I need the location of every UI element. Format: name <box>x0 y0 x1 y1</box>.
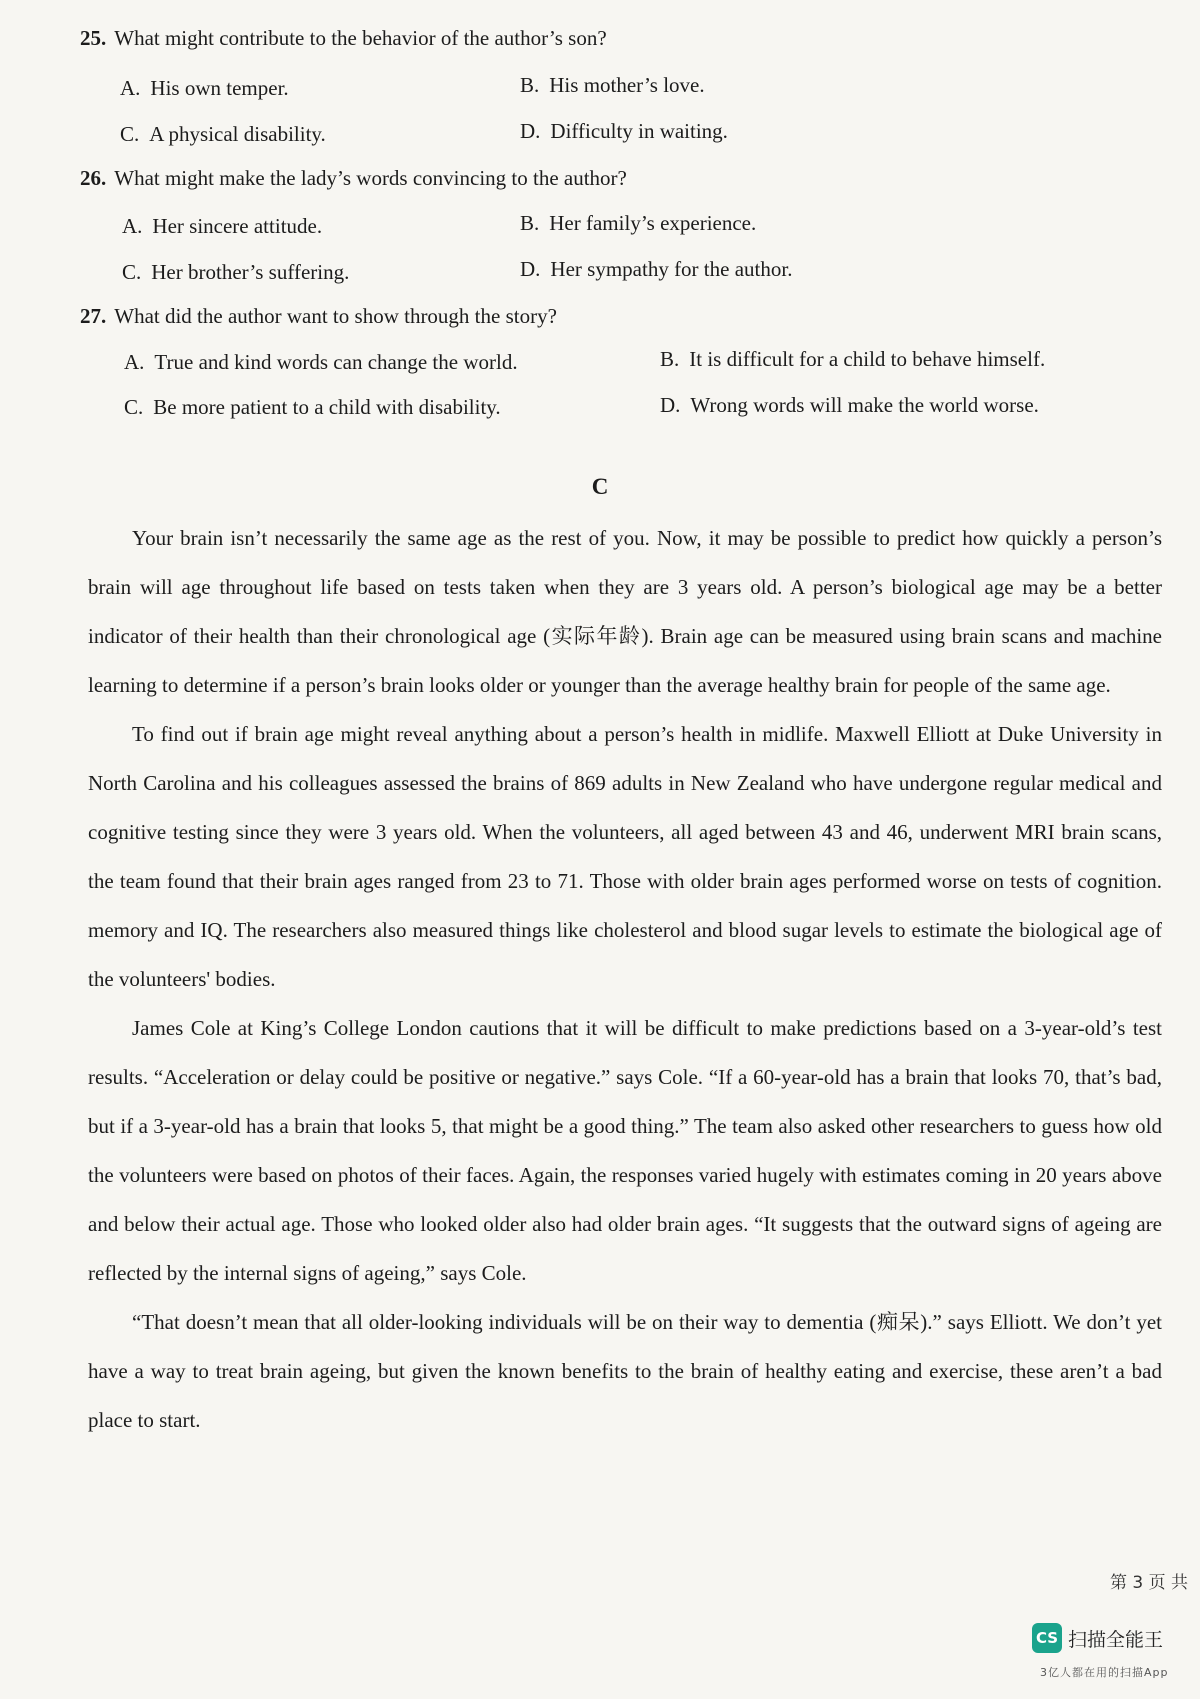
question-27 <box>80 302 557 330</box>
option-letter: B. <box>660 347 680 371</box>
question-stem: What might make the lady’s words convincing to the author? <box>114 166 627 190</box>
option-26-b <box>520 209 756 237</box>
option-27-c <box>124 393 501 421</box>
option-25-b <box>520 71 705 99</box>
option-26-c <box>122 258 349 286</box>
question-number: 25. <box>80 26 107 50</box>
option-letter: A. <box>124 350 145 374</box>
option-27-d <box>660 391 1039 419</box>
option-letter: C. <box>122 260 142 284</box>
option-text: A physical disability. <box>149 122 326 146</box>
camscanner-logo-icon: CS <box>1032 1623 1062 1653</box>
question-stem: What did the author want to show through the story? <box>114 304 557 328</box>
option-26-a <box>122 212 322 240</box>
option-text: True and kind words can change the world. <box>154 350 518 374</box>
scanner-watermark <box>1032 1623 1163 1653</box>
section-title: C <box>591 474 609 499</box>
option-text: It is difficult for a child to behave himself. <box>689 347 1046 371</box>
option-letter: B. <box>520 73 540 97</box>
question-stem: What might contribute to the behavior of the author’s son? <box>114 26 607 50</box>
paragraph-2: To find out if brain age might reveal anything about a person’s health in midlife. Maxwell Elliott at Duke University in North Carolina and his colleagues assessed the brains of 869 adults in New Zealand who have undergone regular medical and cognitive testing since they were 3 years old. When the volunteers, all aged between 43 and 46, underwent MRI brain scans, the team found that their brain ages ranged from 23 to 71. Those with older brain ages performed worse on tests of cognition. memory and IQ. The researchers also measured things like cholesterol and blood sugar levels to estimate the biological age of the volunteers' bodies. <box>88 722 1162 991</box>
option-text: Her family’s experience. <box>549 211 757 235</box>
question-26 <box>80 164 627 192</box>
watermark-app-name: 扫描全能王 <box>1068 1628 1164 1651</box>
reading-passage <box>88 514 1162 1445</box>
option-25-d <box>520 117 728 145</box>
option-text: Difficulty in waiting. <box>550 119 728 143</box>
option-letter: C. <box>120 122 140 146</box>
option-text: Her sincere attitude. <box>152 214 323 238</box>
option-text: Be more patient to a child with disability. <box>153 395 501 419</box>
question-25 <box>80 24 607 52</box>
question-number: 26. <box>80 166 107 190</box>
option-letter: A. <box>122 214 143 238</box>
option-25-c <box>120 120 326 148</box>
option-text: Her brother’s suffering. <box>151 260 350 284</box>
paragraph-3: James Cole at King’s College London cautions that it will be difficult to make predictions based on a 3-year-old’s test results. “Acceleration or delay could be positive or negative.” says Cole. “If a 60-year-old has a brain that looks 70, that’s bad, but if a 3-year-old has a brain that looks 5, that might be a good thing.” The team also asked other researchers to guess how old the volunteers were based on photos of their faces. Again, the responses varied hugely with estimates coming in 20 years above and below their actual age. Those who looked older also had older brain ages. “It suggests that the outward signs of ageing are reflected by the internal signs of ageing,” says Cole. <box>88 1016 1162 1285</box>
option-27-b <box>660 345 1045 373</box>
option-letter: D. <box>660 393 681 417</box>
watermark-tagline: 3亿人都在用的扫描App <box>1040 1666 1169 1679</box>
option-letter: B. <box>520 211 540 235</box>
option-text: Her sympathy for the author. <box>550 257 793 281</box>
page-number: 第 3 页 共 <box>1109 1573 1188 1593</box>
option-letter: D. <box>520 257 541 281</box>
option-text: His own temper. <box>150 76 289 100</box>
paragraph-1: Your brain isn’t necessarily the same age as the rest of you. Now, it may be possible to predict how quickly a person’s brain will age throughout life based on tests taken when they are 3 years old. A person’s biological age may be a better indicator of their health than their chronological age (实际年龄). Brain age can be measured using brain scans and machine learning to determine if a person’s brain looks older or younger than the average healthy brain for people of the same age. <box>88 526 1162 697</box>
option-27-a <box>124 348 518 376</box>
question-number: 27. <box>80 304 107 328</box>
paragraph-4: “That doesn’t mean that all older-looking individuals will be on their way to dementia (痴呆).” says Elliott. We don’t yet have a way to treat brain ageing, but given the known benefits to the brain of healthy eating and exercise, these aren’t a bad place to start. <box>88 1310 1162 1432</box>
option-26-d <box>520 255 792 283</box>
option-25-a <box>120 74 289 102</box>
option-letter: A. <box>120 76 141 100</box>
option-text: Wrong words will make the world worse. <box>690 393 1039 417</box>
option-text: His mother’s love. <box>549 73 705 97</box>
option-letter: C. <box>124 395 144 419</box>
option-letter: D. <box>520 119 541 143</box>
